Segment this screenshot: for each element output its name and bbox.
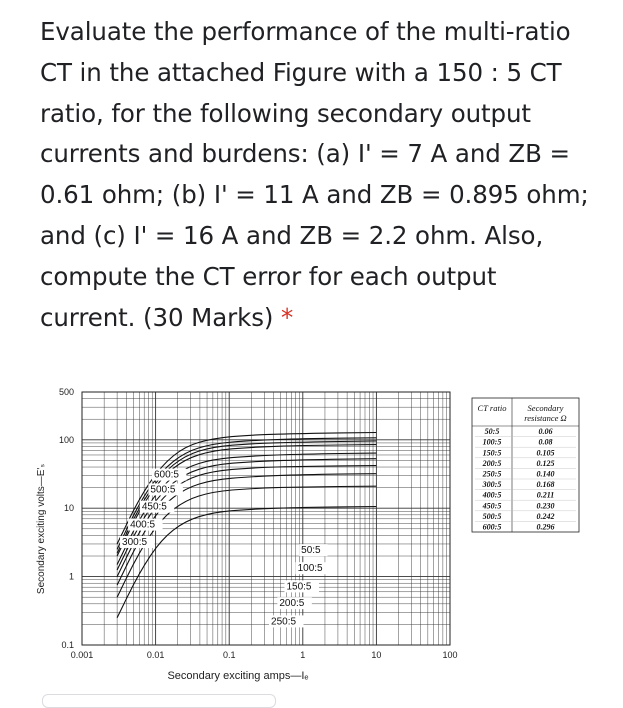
table-cell-resistance: 0.242	[536, 511, 555, 521]
table-cell-ratio: 50:5	[484, 427, 500, 437]
table-cell-ratio: 100:5	[482, 437, 502, 447]
table-cell-ratio: 450:5	[482, 501, 502, 511]
table-cell-resistance: 0.140	[536, 469, 555, 479]
question-line: Evaluate the performance of the multi-ratio	[40, 17, 571, 46]
table-cell-ratio: 250:5	[482, 469, 502, 479]
question-text	[40, 12, 600, 338]
curve-label-450-5: 450:5	[141, 501, 167, 513]
table-cell-ratio: 500:5	[482, 511, 502, 521]
curve-label-200-5: 200:5	[279, 598, 305, 610]
required-asterisk: *	[281, 302, 294, 332]
plot-labels	[120, 469, 330, 628]
curve-label-150-5: 150:5	[286, 581, 312, 593]
table-cell-ratio: 150:5	[482, 448, 502, 458]
table-cell-resistance: 0.105	[536, 448, 555, 458]
x-axis-label: Secondary exciting amps—Iₑ	[167, 670, 309, 682]
y-tick-label: 0.1	[61, 640, 74, 650]
table-cell-resistance: 0.08	[538, 437, 553, 447]
question-line-last	[40, 298, 600, 339]
table-cell-resistance: 0.125	[536, 458, 555, 468]
x-tick-label: 0.1	[222, 650, 236, 660]
plot-frame	[82, 392, 450, 645]
question-line: and (c) I' = 16 A and ZB = 2.2 ohm. Also,	[40, 220, 544, 250]
curve-label-50-5: 50:5	[301, 545, 321, 557]
table-cell-resistance: 0.06	[538, 427, 553, 437]
x-tick-label: 0.001	[70, 650, 94, 660]
table-cell-resistance: 0.211	[536, 490, 555, 500]
table-cell-ratio: 300:5	[482, 480, 502, 490]
plot-grid	[82, 392, 450, 645]
x-tick-label: 1	[300, 650, 306, 660]
curve-label-600-5: 600:5	[153, 469, 179, 481]
curve-label-300-5: 300:5	[122, 536, 148, 548]
bottom-card-edge	[42, 694, 276, 708]
question-line: CT in the attached Figure with a 150 : 5 CT	[40, 57, 562, 87]
table-cell-ratio: 400:5	[482, 490, 502, 500]
question-line: currents and burdens: (a) I' = 7 A and ZB =	[40, 139, 570, 169]
curve-label-100-5: 100:5	[297, 563, 323, 575]
table-header-resistance: Secondary resistance Ω	[524, 403, 567, 423]
y-tick-label: 500	[58, 387, 74, 397]
table-cell-ratio: 600:5	[482, 522, 502, 532]
x-tick-label: 100	[442, 650, 458, 660]
question-line: 0.61 ohm; (b) I' = 11 A and ZB = 0.895 ohm;	[40, 180, 589, 210]
curve-label-400-5: 400:5	[130, 519, 156, 531]
y-axis-label: Secondary exciting volts—E'ₛ	[36, 463, 47, 595]
y-tick-label: 10	[63, 503, 74, 514]
x-tick-label: 0.01	[146, 650, 165, 660]
curve-label-500-5: 500:5	[150, 484, 176, 496]
x-tick-label: 10	[371, 650, 382, 660]
table-cell-resistance: 0.296	[536, 522, 555, 532]
question-line: ratio, for the following secondary output	[40, 98, 531, 128]
table-cell-ratio: 200:5	[482, 458, 502, 468]
ct-ratio-table	[472, 398, 579, 532]
y-tick-label: 100	[58, 434, 74, 445]
table-header-ratio: CT ratio	[477, 403, 507, 413]
ct-excitation-figure	[30, 372, 623, 700]
y-tick-label: 1	[68, 571, 74, 582]
question-line: compute the CT error for each output	[40, 261, 497, 291]
table-cell-resistance: 0.168	[536, 480, 555, 490]
curve-label-250-5: 250:5	[271, 616, 297, 628]
table-cell-resistance: 0.230	[536, 501, 555, 511]
question-line: current. (30 Marks)	[40, 302, 274, 332]
